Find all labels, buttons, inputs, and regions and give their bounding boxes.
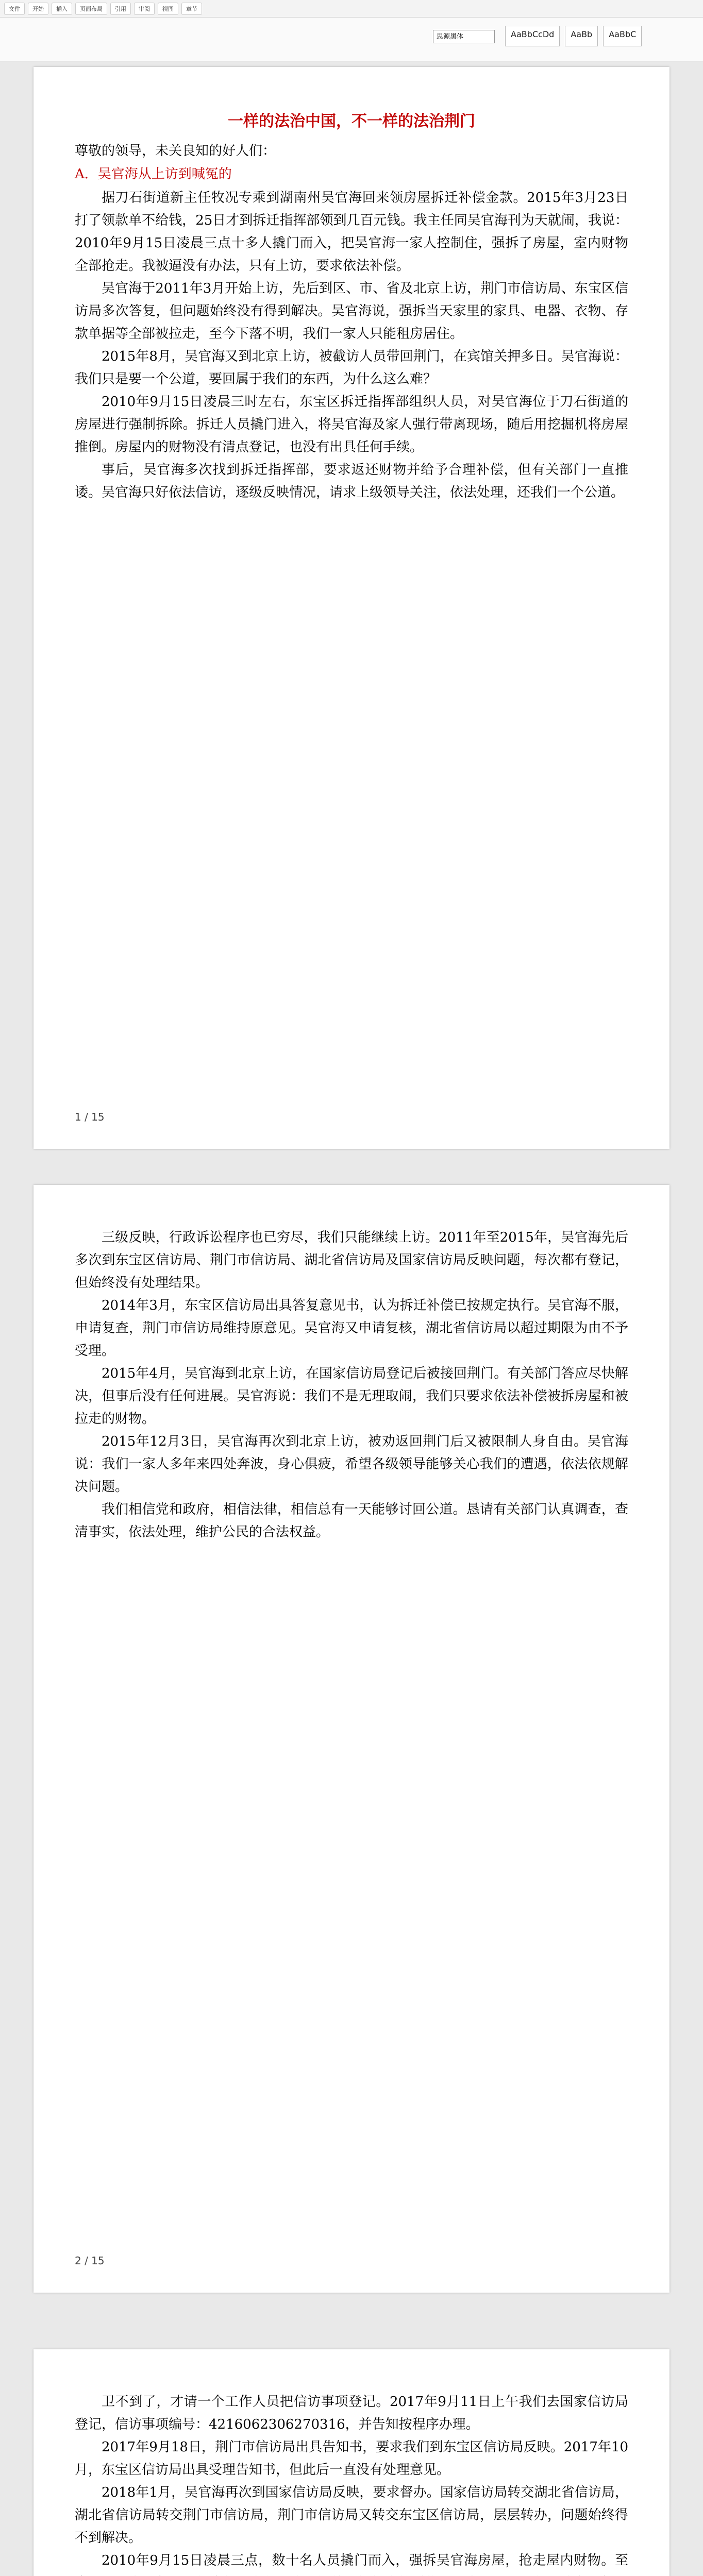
paragraph: 2010年9月15日凌晨三点，数十名人员撬门而入，强拆吴官海房屋，抢走屋内财物。至 bbox=[102, 2553, 628, 2568]
paragraph: 2014年3月，东宝区信访局出具答复意见书，认为拆迁补偿已按规定执行。吴官海不服，申请复查，荆门市信访局维持原意见。吴官海又申请复核，湖北省信访局以超过期限为由不予受理。 bbox=[75, 1298, 628, 1359]
page-number: 2 / 15 bbox=[75, 2255, 105, 2267]
paragraph: 2017年9月18日，荆门市信访局出具告知书，要求我们到东宝区信访局反映。2017年10月，东宝区信访局出具受理告知书，但此后一直没有处理意见。 bbox=[75, 2439, 628, 2478]
section-heading: A．吴官海从上访到喊冤的 bbox=[75, 166, 232, 182]
document-title: 一样的法治中国，不一样的法治荆门 bbox=[228, 112, 475, 130]
ribbon-tab-references[interactable]: 引用 bbox=[110, 3, 131, 15]
style-normal[interactable]: AaBbCcDd bbox=[505, 26, 560, 46]
ribbon-tab-file[interactable]: 文件 bbox=[4, 3, 25, 15]
ribbon-tab-review[interactable]: 审阅 bbox=[134, 3, 155, 15]
paragraph: 2015年8月，吴官海又到北京上访，被截访人员带回荆门，在宾馆关押多日。吴官海说：我们只是要一个公道，要回属于我们的东西，为什么这么难？ bbox=[75, 349, 628, 387]
style-heading-1[interactable]: AaBb bbox=[565, 26, 598, 46]
paragraph: 我们相信党和政府，相信法律，相信总有一天能够讨回公道。恳请有关部门认真调查，查清事实，依法处理，维护公民的合法权益。 bbox=[75, 1502, 628, 1540]
salutation: 尊敬的领导，未关良知的好人们： bbox=[75, 143, 276, 159]
paragraph: 2015年4月，吴官海到北京上访，在国家信访局登记后被接回荆门。有关部门答应尽快解决，但事后没有任何进展。吴官海说：我们不是无理取闹，我们只要求依法补偿被拆房屋和被拉走的财物。 bbox=[75, 1366, 628, 1427]
ribbon-tab-layout[interactable]: 页面布局 bbox=[75, 3, 107, 15]
style-gallery[interactable] bbox=[505, 26, 642, 46]
paragraph: 事后，吴官海多次找到拆迁指挥部，要求返还财物并给予合理补偿，但有关部门一直推诿。吴官海只好依法信访，逐级反映情况，请求上级领导关注，依法处理，还我们一个公道。 bbox=[75, 462, 628, 500]
style-heading-2[interactable]: AaBbC bbox=[603, 26, 642, 46]
document-page-3 bbox=[34, 2349, 669, 2576]
paragraph: 2015年12月3日，吴官海再次到北京上访，被劝返回荆门后又被限制人身自由。吴官海说：我们一家人多年来四处奔波，身心俱疲，希望各级领导能够关心我们的遭遇，依法依规解决问题。 bbox=[75, 1434, 628, 1495]
ribbon-tab-section[interactable]: 章节 bbox=[181, 3, 202, 15]
document-page-1 bbox=[34, 67, 669, 1149]
document-tab-bar bbox=[0, 0, 703, 18]
document-page-2 bbox=[34, 1185, 669, 2293]
page-number: 1 / 15 bbox=[75, 1111, 105, 1123]
ribbon-tab-home[interactable]: 开始 bbox=[28, 3, 48, 15]
ribbon-tab-view[interactable]: 视图 bbox=[158, 3, 178, 15]
font-name-select[interactable]: 思源黑体 bbox=[433, 30, 495, 43]
paragraph: 2010年9月15日凌晨三时左右，东宝区拆迁指挥部组织人员，对吴官海位于刀石街道的房屋进行强制拆除。拆迁人员撬门进入，将吴官海及家人强行带离现场，随后用挖掘机将房屋推倒。房屋内的财物没有清点登记，也没有出具任何手续。 bbox=[75, 394, 628, 455]
paragraph: 2018年1月，吴官海再次到国家信访局反映，要求督办。国家信访局转交湖北省信访局，湖北省信访局转交荆门市信访局，荆门市信访局又转交东宝区信访局，层层转办，问题始终得不到解决。 bbox=[75, 2485, 628, 2546]
paragraph: 三级反映，行政诉讼程序也已穷尽，我们只能继续上访。2011年至2015年，吴官海先后多次到东宝区信访局、荆门市信访局、湖北省信访局及国家信访局反映问题，每次都有登记，但始终没有处理结果。 bbox=[75, 1230, 628, 1291]
paragraph: 吴官海于2011年3月开始上访，先后到区、市、省及北京上访，荆门市信访局、东宝区信访局多次答复，但问题始终没有得到解决。吴官海说，强拆当天家里的家具、电器、衣物、存款单据等全部被拉走，至今下落不明，我们一家人只能租房居住。 bbox=[75, 281, 628, 342]
ribbon-tab-insert[interactable]: 插入 bbox=[52, 3, 72, 15]
paragraph: 卫不到了，才请一个工作人员把信访事项登记。2017年9月11日上午我们去国家信访局登记，信访事项编号：4216062306270316，并告知按程序办理。 bbox=[75, 2394, 628, 2432]
paragraph: 据刀石街道新主任牧况专乘到湖南州吴官海回来领房屋拆迁补偿金款。2015年3月23日打了领款单不给钱，25日才到拆迁指挥部领到几百元钱。我主任同吴官海刊为天就闹，我说：2010年9月15日凌晨三点十多人撬门而入，把吴官海一家人控制住，强拆了房屋，室内财物全部抢走。我被逼没有办法，只有上访，要求依法补偿。 bbox=[75, 190, 628, 274]
